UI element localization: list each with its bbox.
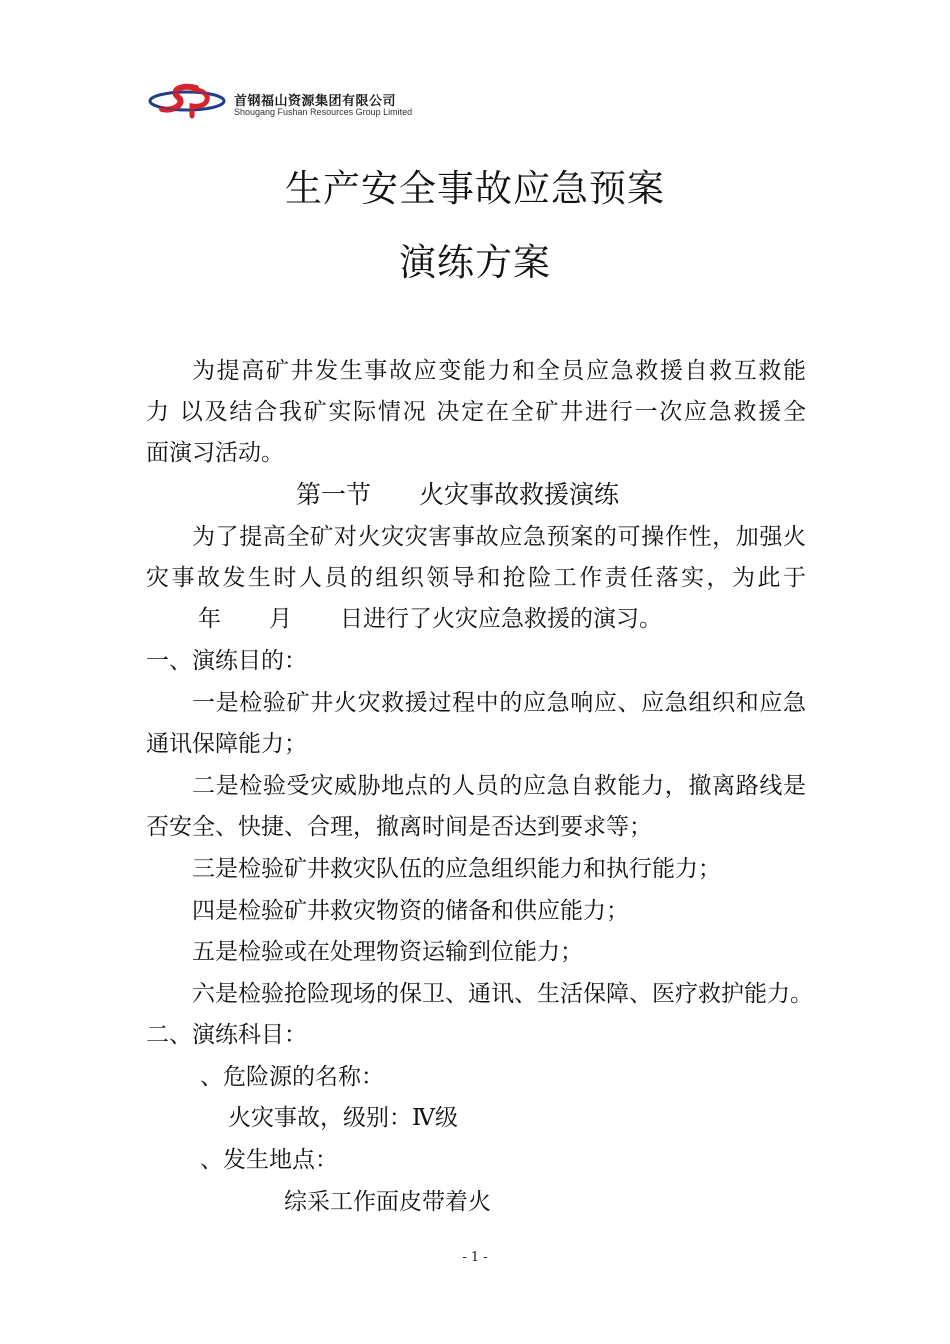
location-label: 、发生地点： <box>200 1147 338 1173</box>
section-para-line-2: 灾事故发生时人员的组织领导和抢险工作责任落实，为此于 <box>146 565 806 591</box>
subjects-heading: 二、演练科目： <box>146 1022 307 1048</box>
goal-1-line-2: 通讯保障能力； <box>146 731 307 757</box>
goal-3: 三是检验矿井救灾队伍的应急组织能力和执行能力； <box>192 856 721 882</box>
goal-6: 六是检验抢险现场的保卫、通讯、生活保障、医疗救护能力。 <box>192 981 813 1007</box>
section-number: 第一节 <box>296 480 372 509</box>
date-month-label: 月 <box>269 606 292 632</box>
document-title-line1: 生产安全事故应急预案 <box>285 167 665 210</box>
goal-5: 五是检验或在处理物资运输到位能力； <box>192 939 583 965</box>
goal-2-line-1: 二是检验受灾威胁地点的人员的应急自救能力，撤离路线是 <box>192 773 806 799</box>
location-value: 综采工作面皮带着火 <box>284 1189 491 1215</box>
goal-1-line-1: 一是检验矿井火灾救援过程中的应急响应、应急组织和应急 <box>192 690 806 716</box>
section-para-line-1: 为了提高全矿对火灾灾害事故应急预案的可操作性，加强火 <box>192 524 806 550</box>
intro-line-1: 为提高矿井发生事故应变能力和全员应急救援自救互救能 <box>192 358 806 384</box>
page-number: - 1 - <box>462 1250 488 1265</box>
company-logo <box>148 80 448 124</box>
section-heading <box>296 475 619 511</box>
intro-line-3: 面演习活动。 <box>146 440 284 466</box>
company-name-cn: 首钢福山资源集团有限公司 <box>234 94 397 109</box>
hazard-value: 火灾事故，级别：Ⅳ级 <box>228 1105 458 1131</box>
section-name: 火灾事故救援演练 <box>419 480 620 509</box>
company-name-en: Shougang Fushan Resources Group Limited <box>234 107 413 117</box>
company-logo-icon <box>148 82 226 120</box>
document-title-line2: 演练方案 <box>399 241 551 284</box>
date-rest-text: 日进行了火灾应急救援的演习。 <box>340 606 662 632</box>
goal-4: 四是检验矿井救灾物资的储备和供应能力； <box>192 898 629 924</box>
goal-2-line-2: 否安全、快捷、合理，撤离时间是否达到要求等； <box>146 814 652 840</box>
hazard-label: 、危险源的名称： <box>200 1064 384 1090</box>
intro-line-2: 力 以及结合我矿实际情况 决定在全矿井进行一次应急救援全 <box>146 399 806 425</box>
date-line <box>198 604 662 634</box>
date-year-label: 年 <box>198 606 221 632</box>
goals-heading: 一、演练目的： <box>146 648 307 674</box>
